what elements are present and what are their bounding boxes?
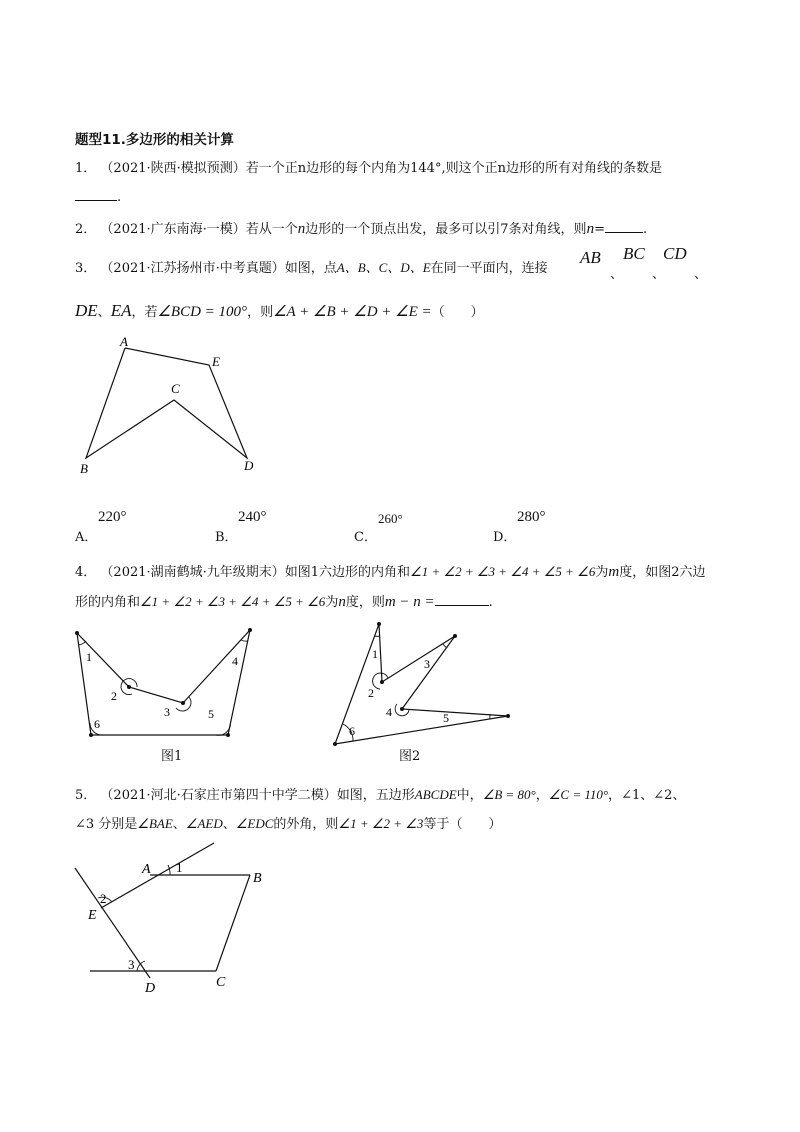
label-b: B [80, 461, 88, 476]
polygon-name: ABCDE [414, 787, 457, 802]
separator: 、 [97, 305, 111, 320]
option-key: B． [215, 530, 238, 545]
angle-sum-expression: ∠1 + ∠2 + ∠3 + ∠4 + ∠5 + ∠6 [410, 564, 596, 579]
label-e: E [212, 354, 220, 369]
question-5-line-2: ∠3 分别是∠BAE、∠AED、∠EDC的外角，则∠1 + ∠2 + ∠3等于（ ） [75, 816, 502, 832]
angle-label-2: 2 [111, 689, 117, 703]
question-number: 4． [75, 565, 97, 580]
angle-label-1: 1 [86, 650, 92, 664]
period: . [117, 190, 122, 205]
variable-m: m [608, 564, 620, 580]
question-text: ，则 [247, 305, 274, 320]
option-key: A． [75, 530, 98, 545]
question-1 [75, 160, 662, 178]
question-text: ，若 [131, 305, 158, 320]
question-text: ∠3 分别是 [75, 817, 138, 832]
exterior-angle-2: ∠AED [185, 816, 223, 831]
condition-angle-b: ∠B = 80° [482, 787, 536, 802]
answer-blank[interactable] [435, 593, 489, 606]
angle-sum-expression: ∠A + ∠B + ∠D + ∠E = [273, 304, 432, 320]
period: . [642, 222, 648, 237]
angle-label-4: 4 [386, 705, 392, 719]
question-4 [75, 563, 705, 582]
angle-label-3: 3 [424, 657, 430, 671]
question-text: ，∠1、∠2、 [608, 788, 686, 803]
condition-angle-bcd: ∠BCD = 100° [157, 304, 248, 320]
option-c[interactable] [354, 526, 377, 545]
exterior-angle-3: ∠EDC [235, 816, 274, 831]
hexagon-outline [335, 624, 508, 744]
question-text: 为 [595, 565, 609, 580]
angle-label-5: 5 [443, 711, 449, 725]
label-e: E [88, 908, 97, 923]
answer-blank[interactable] [605, 220, 643, 233]
option-a[interactable] [75, 526, 97, 545]
separator: 、 [610, 267, 624, 282]
question-text: 边形的一个顶点出发，最多可以引7条对角线，则 [305, 222, 587, 237]
angle-label-5: 5 [208, 707, 214, 721]
exterior-angle-1: ∠BAE [137, 816, 173, 831]
condition-angle-c: ∠C = 110° [548, 787, 609, 802]
question-number: 3． [75, 261, 97, 276]
question-3 [75, 259, 548, 278]
figure-q5-pentagon [70, 840, 290, 1000]
figure-q4-2 [330, 618, 520, 753]
angle-label-1: 1 [372, 647, 378, 661]
angle-label-1: 1 [176, 860, 183, 875]
angle-label-2: 2 [100, 891, 107, 906]
question-text: 度，则 [345, 595, 385, 610]
period: . [488, 595, 493, 610]
answer-blank[interactable] [75, 188, 117, 201]
point-list: A、B、C、D、E [336, 260, 431, 275]
question-text: （2021·广东南海·一模）若从一个 [100, 222, 298, 237]
option-a-value: 220° [98, 509, 127, 525]
label-c: C [171, 381, 180, 396]
angle-label-3: 3 [128, 957, 135, 972]
question-text: （2021·河北·石家庄市第四十中学二模）如图，五边形 [100, 788, 415, 803]
label-a: A [142, 862, 151, 877]
question-text: 的外角，则 [273, 817, 339, 832]
angle-label-2: 2 [368, 686, 374, 700]
label-a: A [120, 334, 128, 349]
question-4-line-2 [75, 593, 493, 612]
question-number: 1． [75, 161, 97, 176]
variable-n: n [297, 221, 306, 237]
option-d-value: 280° [517, 509, 546, 525]
segment-ea: EA [110, 301, 132, 320]
answer-paren[interactable]: 等于（ ） [423, 817, 502, 832]
label-d: D [244, 458, 254, 473]
separator: ， [535, 788, 549, 803]
label-d: D [145, 981, 156, 996]
separator: 、 [694, 267, 708, 282]
option-d[interactable] [493, 526, 516, 545]
figure-q3-pentagon [70, 330, 270, 480]
section-title: 题型11.多边形的相关计算 [75, 132, 234, 148]
angle-label-4: 4 [232, 654, 238, 668]
question-1-answer-line [75, 188, 121, 207]
question-number: 2． [75, 222, 97, 237]
option-key: C． [354, 530, 377, 545]
question-number: 5． [75, 788, 97, 803]
angle-sum-expression: ∠1 + ∠2 + ∠3 + ∠4 + ∠5 + ∠6 [140, 594, 326, 609]
segment-ab: AB [580, 248, 601, 267]
question-text: （2021·江苏扬州市·中考真题）如图，点 [100, 261, 337, 276]
question-3-line-2 [75, 302, 484, 322]
option-key: D． [493, 530, 517, 545]
angle-label-6: 6 [349, 724, 355, 738]
figure-caption-1: 图1 [161, 749, 183, 764]
difference-expression: m − n = [384, 594, 435, 610]
figure-caption-2: 图2 [399, 749, 421, 764]
question-text: 形的内角和 [75, 595, 141, 610]
angle-label-6: 6 [94, 717, 100, 731]
question-text: （2021·陕西·模拟预测）若一个正n边形的每个内角为144°,则这个正n边形的所有对角线的条数是 [100, 161, 662, 176]
separator: 、 [652, 267, 666, 282]
segment-cd: CD [663, 244, 687, 263]
question-text: 中， [456, 788, 483, 803]
option-c-value: 260° [378, 511, 403, 526]
question-text: 为 [325, 595, 339, 610]
option-b[interactable] [215, 526, 238, 545]
segment-de: DE [75, 301, 98, 320]
question-2 [75, 220, 647, 239]
angle-label-3: 3 [164, 705, 170, 719]
answer-paren[interactable]: （ ） [431, 305, 484, 320]
angle-sum-expression: ∠1 + ∠2 + ∠3 [338, 816, 424, 831]
segment-bc: BC [623, 244, 645, 263]
hexagon-outline [77, 630, 250, 735]
question-5 [75, 786, 685, 805]
variable-n: n [338, 594, 346, 610]
question-text: 在同一平面内，连接 [430, 261, 548, 276]
label-b: B [253, 871, 262, 886]
label-c: C [216, 975, 226, 990]
equals-sign: = [594, 222, 605, 237]
question-text: （2021·湖南鹤城·九年级期末）如图1六边形的内角和 [100, 565, 411, 580]
figure-q4-1 [70, 625, 270, 765]
option-b-value: 240° [238, 509, 267, 525]
question-text: 度，如图2六边 [619, 565, 706, 580]
pentagon-outline [86, 348, 247, 458]
variable-n: n [586, 221, 595, 237]
